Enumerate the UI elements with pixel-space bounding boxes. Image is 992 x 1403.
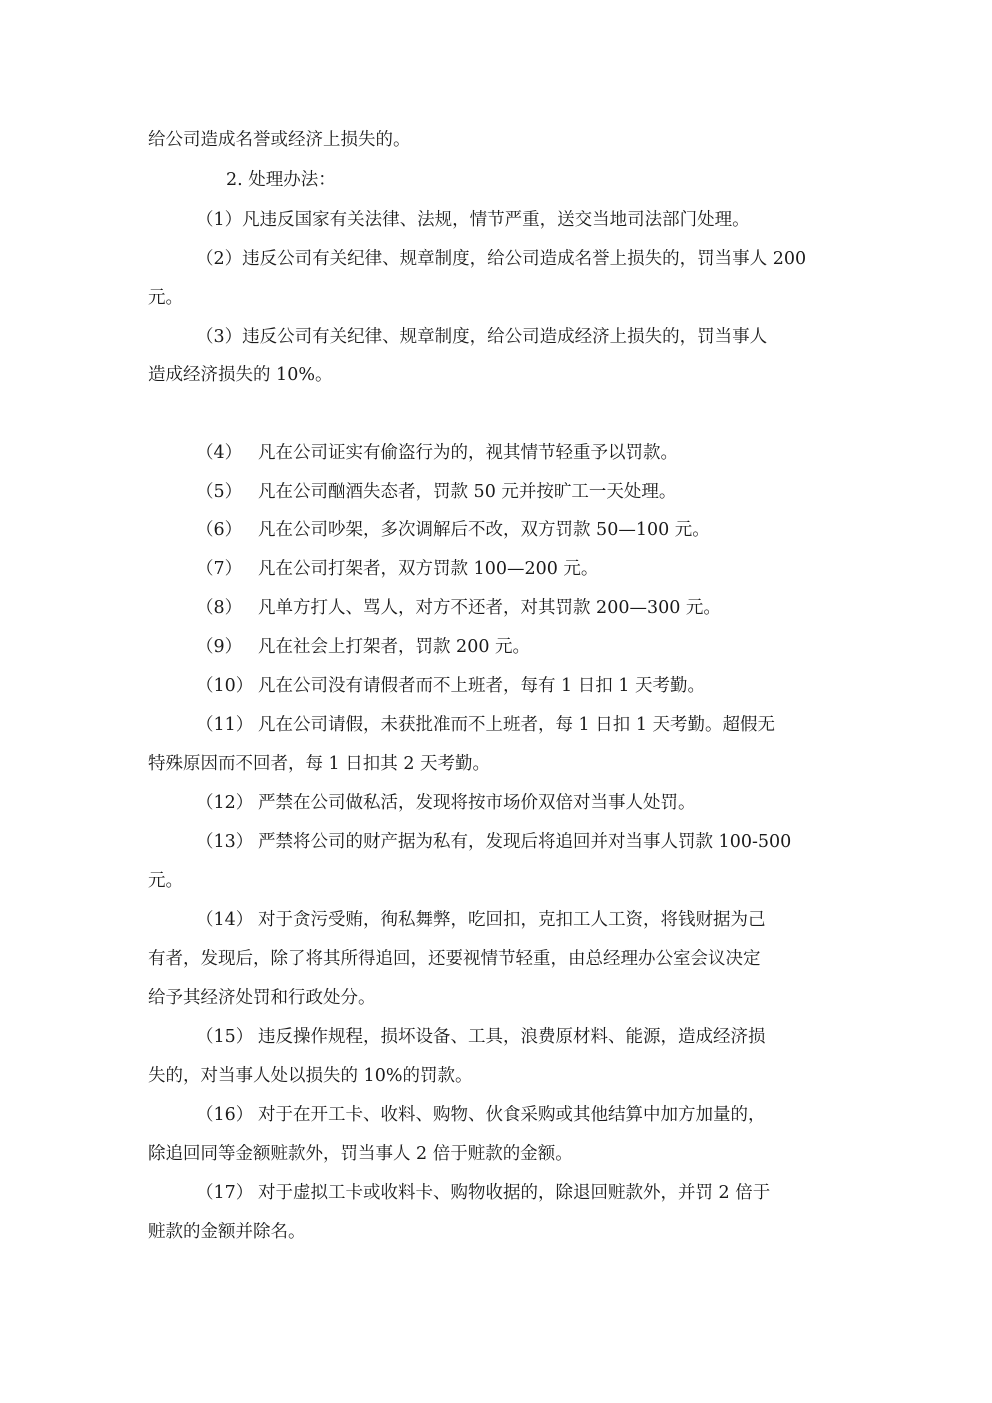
clause-5-line-1: 凡在公司酗酒失态者，罚款 50 元并按旷工一天处理。 — [258, 482, 677, 502]
clause-13-number: （13） — [196, 832, 254, 852]
clause-8-number: （8） — [196, 598, 243, 618]
clause-12-line-1: 严禁在公司做私活，发现将按市场价双倍对当事人处罚。 — [258, 793, 696, 813]
clause-11-line-2: 特殊原因而不回者，每 1 日扣其 2 天考勤。 — [148, 754, 491, 774]
clause-7-line-1: 凡在公司打架者，双方罚款 100—200 元。 — [258, 559, 599, 579]
clause-3-line-1: （3）违反公司有关纪律、规章制度，给公司造成经济上损失的，罚当事人 — [196, 327, 768, 347]
clause-6-number: （6） — [196, 520, 243, 540]
clause-5-number: （5） — [196, 482, 243, 502]
clause-16-line-1: 对于在开工卡、收料、购物、伙食采购或其他结算中加方加量的， — [258, 1105, 766, 1125]
clause-10-line-1: 凡在公司没有请假者而不上班者，每有 1 日扣 1 天考勤。 — [258, 676, 706, 696]
clause-4-line-1: 凡在公司证实有偷盗行为的，视其情节轻重予以罚款。 — [258, 443, 678, 463]
clause-2-line-1: （2）违反公司有关纪律、规章制度，给公司造成名誉上损失的，罚当事人 200 — [196, 249, 807, 269]
clause-14-line-1: 对于贪污受贿，徇私舞弊，吃回扣，克扣工人工资，将钱财据为己 — [258, 910, 766, 930]
clause-14-line-2: 有者，发现后，除了将其所得追回，还要视情节轻重，由总经理办公室会议决定 — [148, 949, 761, 969]
clause-15-line-2: 失的，对当事人处以损失的 10%的罚款。 — [148, 1066, 473, 1086]
clause-17-line-1: 对于虚拟工卡或收料卡、购物收据的，除退回赃款外，并罚 2 倍于 — [258, 1183, 771, 1203]
clause-15-line-1: 违反操作规程，损坏设备、工具，浪费原材料、能源，造成经济损 — [258, 1027, 766, 1047]
clause-16-line-2: 除追回同等金额赃款外，罚当事人 2 倍于赃款的金额。 — [148, 1144, 573, 1164]
clause-10-number: （10） — [196, 676, 254, 696]
intro-line: 给公司造成名誉或经济上损失的。 — [148, 130, 411, 150]
clause-11-line-1: 凡在公司请假，未获批准而不上班者，每 1 日扣 1 天考勤。超假无 — [258, 715, 776, 735]
clause-17-number: （17） — [196, 1183, 254, 1203]
clause-17-line-2: 赃款的金额并除名。 — [148, 1222, 306, 1242]
clause-14-number: （14） — [196, 910, 254, 930]
clause-8-line-1: 凡单方打人、骂人，对方不还者，对其罚款 200—300 元。 — [258, 598, 721, 618]
clause-13-line-1: 严禁将公司的财产据为私有，发现后将追回并对当事人罚款 100-500 — [258, 832, 792, 852]
clause-13-line-2: 元。 — [148, 871, 183, 891]
clause-15-number: （15） — [196, 1027, 254, 1047]
clause-4-number: （4） — [196, 443, 243, 463]
clause-3-line-2: 造成经济损失的 10%。 — [148, 365, 333, 385]
clause-12-number: （12） — [196, 793, 254, 813]
clause-6-line-1: 凡在公司吵架，多次调解后不改，双方罚款 50—100 元。 — [258, 520, 710, 540]
clause-16-number: （16） — [196, 1105, 254, 1125]
clause-9-number: （9） — [196, 637, 243, 657]
clause-7-number: （7） — [196, 559, 243, 579]
clause-11-number: （11） — [196, 715, 254, 735]
clause-2-line-2: 元。 — [148, 288, 183, 308]
clause-9-line-1: 凡在社会上打架者，罚款 200 元。 — [258, 637, 531, 657]
clause-14-line-3: 给予其经济处罚和行政处分。 — [148, 988, 376, 1008]
section-heading: 2. 处理办法： — [226, 170, 336, 190]
clause-1-line-1: （1）凡违反国家有关法律、法规，情节严重，送交当地司法部门处理。 — [196, 210, 750, 230]
